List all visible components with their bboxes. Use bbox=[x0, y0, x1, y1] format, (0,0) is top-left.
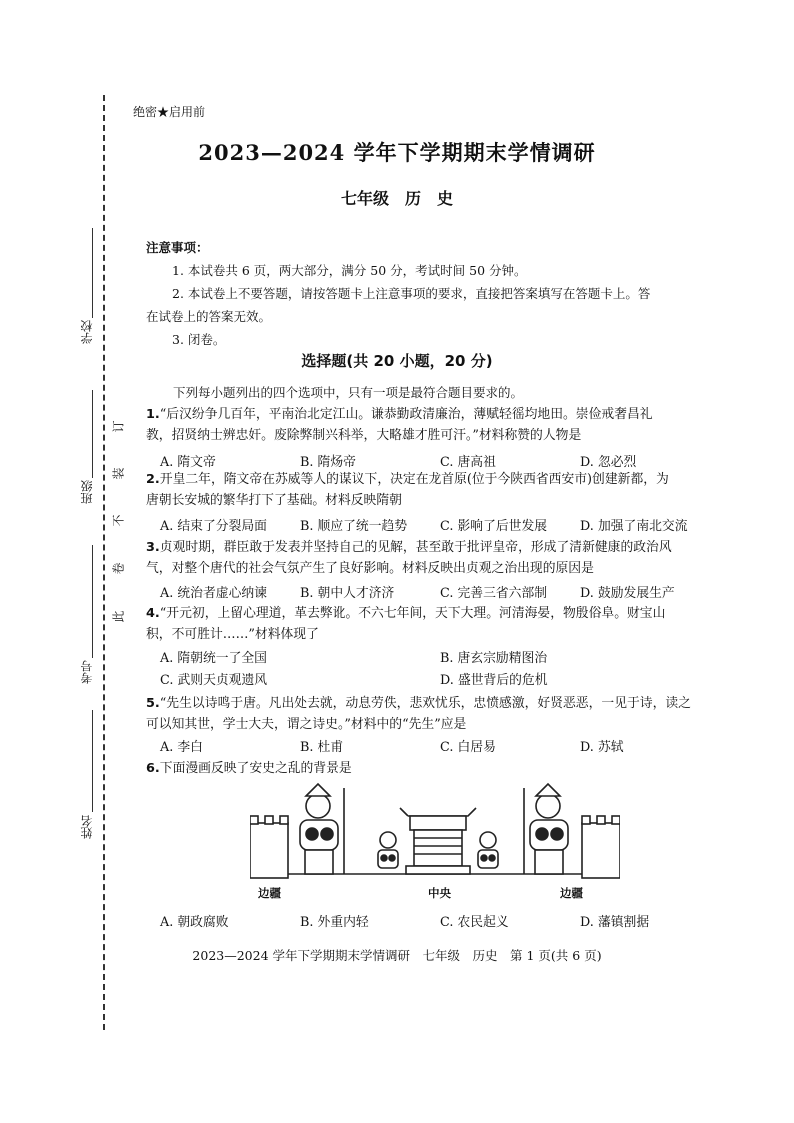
secret-label: 绝密★启用前 bbox=[133, 105, 206, 119]
name-label: 姓名 bbox=[80, 815, 94, 839]
option[interactable]: A. 结束了分裂局面 bbox=[160, 519, 267, 534]
option[interactable]: A. 朝政腐败 bbox=[160, 915, 229, 930]
option[interactable]: D. 藩镇割据 bbox=[580, 915, 650, 930]
notes-heading: 注意事项： bbox=[146, 240, 209, 255]
exam-no-blank[interactable] bbox=[92, 545, 93, 658]
question-options bbox=[160, 911, 720, 930]
binding-char: 订 bbox=[111, 420, 126, 433]
question-text: “后汉纷争几百年，平南治北定江山。谦恭勤政清廉治，薄赋轻徭均地田。崇俭戒奢昌礼 bbox=[159, 407, 653, 422]
option[interactable]: D. 苏轼 bbox=[580, 740, 624, 755]
question-text: 气，对整个唐代的社会气氛产生了良好影响。材料反映出贞观之治出现的原因是 bbox=[146, 561, 594, 576]
question-text: 可以知其世，学士大夫，谓之诗史。”材料中的“先生”应是 bbox=[146, 717, 467, 732]
left-general-icon bbox=[300, 784, 344, 874]
right-wall-icon bbox=[582, 823, 620, 878]
option[interactable]: D. 加强了南北交流 bbox=[580, 519, 688, 534]
notes-block bbox=[146, 236, 746, 351]
page-footer: 2023—2024 学年下学期期末学情调研 七年级 历史 第 1 页(共 6 页) bbox=[192, 948, 602, 963]
option[interactable]: D. 鼓励发展生产 bbox=[580, 586, 675, 601]
question bbox=[146, 469, 702, 511]
option[interactable]: C. 农民起义 bbox=[440, 915, 509, 930]
page-subtitle: 七年级 历 史 bbox=[340, 189, 453, 208]
notes-item: 2. 本试卷上不要答题，请按答题卡上注意事项的要求，直接把答案填写在答题卡上。答 bbox=[172, 286, 651, 301]
question-options bbox=[160, 648, 720, 692]
question bbox=[146, 603, 702, 645]
class-blank[interactable] bbox=[92, 390, 93, 478]
notes-item: 1. 本试卷共 6 页，两大部分，满分 50 分，考试时间 50 分钟。 bbox=[172, 263, 527, 278]
binding-char: 卷 bbox=[111, 562, 126, 575]
question-number: 1. bbox=[146, 407, 160, 422]
question-number: 3. bbox=[146, 540, 160, 555]
right-general-icon bbox=[524, 784, 568, 874]
class-label: 班级 bbox=[80, 480, 94, 504]
palace-icon bbox=[400, 808, 476, 874]
question-text: 唐朝长安城的繁华打下了基础。材料反映隋朝 bbox=[146, 493, 402, 508]
option[interactable]: C. 武则天贞观遗风 bbox=[160, 673, 268, 688]
question-number: 2. bbox=[146, 472, 160, 487]
option[interactable]: C. 唐高祖 bbox=[440, 455, 496, 470]
option[interactable]: A. 统治者虚心纳谏 bbox=[160, 586, 267, 601]
option[interactable]: D. 盛世背后的危机 bbox=[440, 673, 548, 688]
section-title: 选择题(共 20 小题，20 分) bbox=[301, 352, 493, 370]
small-soldier-icon bbox=[478, 832, 498, 868]
option[interactable]: B. 顺应了统一趋势 bbox=[300, 519, 408, 534]
question-text: 贞观时期，群臣敢于发表并坚持自己的见解，甚至敢于批评皇帝，形成了清新健康的政治风 bbox=[159, 540, 672, 555]
left-wall-icon bbox=[250, 823, 288, 878]
cartoon-caption-center: 中央 bbox=[428, 886, 451, 900]
binding-line bbox=[103, 95, 105, 1030]
question-options bbox=[160, 582, 720, 601]
question-options bbox=[160, 451, 720, 470]
option[interactable]: B. 隋炀帝 bbox=[300, 455, 356, 470]
small-soldier-icon bbox=[378, 832, 398, 868]
page-title: 2023—2024 学年下学期期末学情调研 bbox=[198, 140, 596, 165]
option[interactable]: B. 杜甫 bbox=[300, 740, 344, 755]
option[interactable]: B. 朝中人才济济 bbox=[300, 586, 395, 601]
school-label: 学校 bbox=[80, 320, 94, 344]
question-number: 6. bbox=[146, 761, 160, 776]
notes-item: 3. 闭卷。 bbox=[172, 332, 226, 347]
binding-char: 不 bbox=[111, 514, 126, 527]
question-options bbox=[160, 736, 720, 755]
option[interactable]: C. 影响了后世发展 bbox=[440, 519, 548, 534]
question bbox=[146, 404, 702, 446]
option[interactable]: A. 李白 bbox=[160, 740, 203, 755]
question bbox=[146, 537, 702, 579]
cartoon-caption-left: 边疆 bbox=[258, 886, 281, 900]
option[interactable]: B. 唐玄宗励精图治 bbox=[440, 651, 548, 666]
question-text: 积，不可胜计……”材料体现了 bbox=[146, 627, 319, 642]
exam-no-label: 考号 bbox=[80, 660, 94, 684]
cartoon-caption-right: 边疆 bbox=[560, 886, 583, 900]
binding-char: 此 bbox=[111, 610, 126, 623]
question-text: 教，招贤纳士辨忠奸。废除弊制兴科举，大略雄才胜可汗。”材料称赞的人物是 bbox=[146, 428, 582, 443]
option[interactable]: C. 完善三省六部制 bbox=[440, 586, 548, 601]
question-text: “开元初，上留心理道，革去弊讹。不六七年间，天下大理。河清海晏，物殷俗阜。财宝山 bbox=[159, 606, 666, 621]
notes-item-continued: 在试卷上的答案无效。 bbox=[146, 309, 272, 324]
question bbox=[146, 758, 702, 779]
question bbox=[146, 693, 702, 735]
cartoon-illustration bbox=[250, 778, 620, 898]
question-text: 开皇二年，隋文帝在苏威等人的谋议下，决定在龙首原(位于今陕西省西安市)创建新都，为 bbox=[159, 472, 669, 487]
option[interactable]: C. 白居易 bbox=[440, 740, 496, 755]
question-text: “先生以诗鸣于唐。凡出处去就，动息劳佚，悲欢忧乐，忠愤感激，好贤恶恶，一见于诗，读之 bbox=[159, 696, 691, 711]
question-text: 下面漫画反映了安史之乱的背景是 bbox=[159, 761, 352, 776]
option[interactable]: D. 忽必烈 bbox=[580, 455, 637, 470]
name-blank[interactable] bbox=[92, 710, 93, 812]
binding-char: 装 bbox=[111, 467, 126, 480]
school-blank[interactable] bbox=[92, 228, 93, 318]
question-number: 5. bbox=[146, 696, 160, 711]
section-instruction: 下列每小题列出的四个选项中，只有一项是最符合题目要求的。 bbox=[173, 385, 524, 400]
option[interactable]: A. 隋文帝 bbox=[160, 455, 216, 470]
question-number: 4. bbox=[146, 606, 160, 621]
option[interactable]: A. 隋朝统一了全国 bbox=[160, 651, 267, 666]
option[interactable]: B. 外重内轻 bbox=[300, 915, 369, 930]
question-options bbox=[160, 515, 720, 534]
